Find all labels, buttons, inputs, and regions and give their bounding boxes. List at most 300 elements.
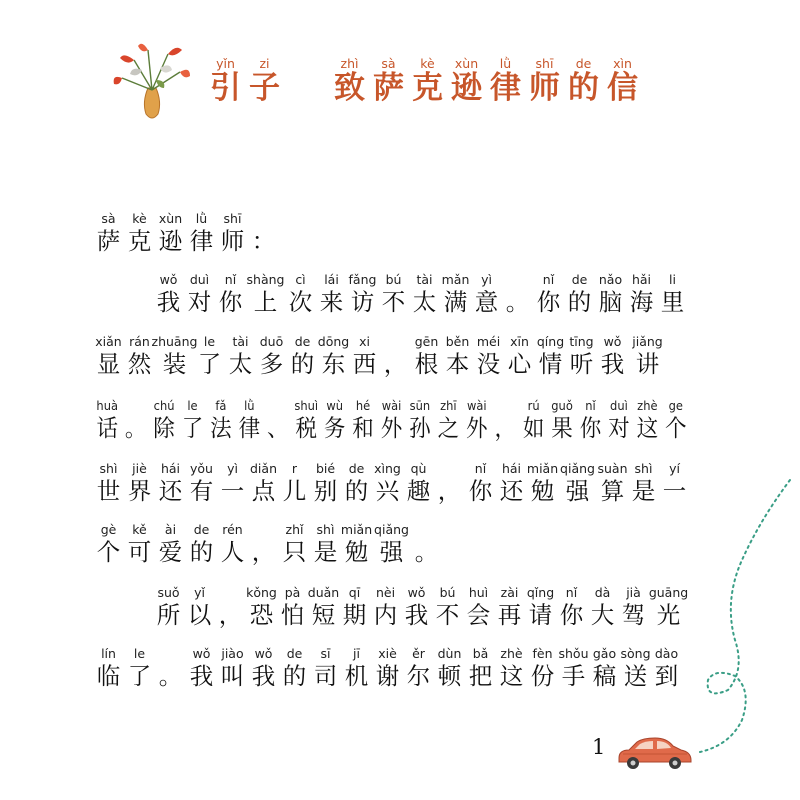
hanzi: 勉 [344, 538, 369, 566]
hanzi: 克 [412, 70, 443, 106]
ruby-character [215, 272, 246, 316]
flower-vase-illustration [112, 40, 192, 122]
pinyin: de [575, 56, 592, 71]
ruby-character [434, 398, 462, 442]
pinyin: xìng [374, 461, 401, 476]
hanzi: 了 [181, 414, 204, 442]
ruby-character [533, 272, 564, 316]
hanzi: 来 [319, 288, 344, 316]
pinyin: zhǐ [285, 522, 304, 537]
ruby-character [207, 398, 235, 442]
punctuation [248, 522, 279, 566]
pinyin: shuì [294, 398, 319, 413]
ruby-character [372, 522, 411, 566]
hanzi: 。 [414, 538, 439, 566]
ruby-character [595, 272, 626, 316]
hanzi: 可 [127, 538, 152, 566]
hanzi: 萨 [96, 227, 121, 255]
pinyin: dà [594, 585, 611, 600]
hanzi: 你 [536, 288, 561, 316]
hanzi: 。 [505, 288, 530, 316]
ruby-character [341, 522, 372, 566]
ruby-character [341, 646, 372, 690]
punctuation [155, 646, 186, 690]
ruby-character [194, 334, 225, 378]
ruby-character [564, 56, 603, 105]
hanzi: 个 [665, 414, 687, 442]
ruby-character [217, 522, 248, 566]
ruby-character [370, 585, 401, 629]
hanzi: 海 [629, 288, 654, 316]
hanzi: ： [251, 227, 276, 255]
hanzi: 你 [218, 288, 243, 316]
ruby-character [186, 522, 217, 566]
pinyin: chú [153, 398, 175, 413]
ruby-character [504, 334, 535, 378]
pinyin: dùn [437, 646, 462, 661]
hanzi: 信 [607, 70, 638, 106]
hanzi: 不 [381, 288, 406, 316]
pinyin: wǒ [159, 272, 178, 287]
hanzi: 机 [344, 662, 369, 690]
hanzi: 光 [656, 601, 681, 629]
ruby-character [411, 334, 442, 378]
punctuation [264, 398, 292, 442]
hanzi: 除 [153, 414, 175, 442]
ruby-character [372, 646, 403, 690]
ruby-character [525, 585, 556, 629]
ruby-character [471, 272, 502, 316]
pinyin: shàng [246, 272, 285, 287]
hanzi: 如 [522, 414, 545, 442]
ruby-character [206, 56, 245, 105]
hanzi: 。 [158, 662, 183, 690]
punctuation [411, 522, 442, 566]
ruby-character [155, 461, 186, 505]
hanzi: 是 [631, 477, 656, 505]
ruby-character [93, 211, 124, 255]
pinyin: yǐ [194, 585, 205, 600]
ruby-character [519, 398, 547, 442]
hanzi: 心 [507, 350, 532, 378]
text-line [153, 585, 688, 629]
hanzi: ， [383, 350, 408, 378]
pinyin: zhè [637, 398, 658, 413]
pinyin: gēn [414, 334, 439, 349]
pinyin: qǐng [526, 585, 555, 600]
pinyin: duì [610, 398, 628, 413]
ruby-character [349, 398, 377, 442]
pinyin: zi [259, 56, 270, 71]
ruby-character [369, 56, 408, 105]
pinyin: duǎn [307, 585, 340, 600]
punctuation [380, 334, 411, 378]
ruby-character [628, 334, 667, 378]
pinyin: duì [189, 272, 210, 287]
hanzi: 到 [654, 662, 679, 690]
pinyin: gǎo [592, 646, 617, 661]
ruby-character [657, 272, 688, 316]
pinyin: jiǎng [632, 334, 663, 349]
hanzi: 以 [187, 601, 212, 629]
pinyin: tài [416, 272, 433, 287]
hanzi: 听 [569, 350, 594, 378]
hanzi: 本 [445, 350, 470, 378]
ruby-character [597, 461, 628, 505]
ruby-character [556, 585, 587, 629]
hanzi: 克 [127, 227, 152, 255]
hanzi: 是 [313, 538, 338, 566]
hanzi: 趣 [406, 477, 431, 505]
pinyin: sà [101, 211, 116, 226]
ruby-character [341, 461, 372, 505]
ruby-character [349, 334, 380, 378]
hanzi: 期 [342, 601, 367, 629]
ruby-character [465, 646, 496, 690]
hanzi: 爱 [158, 538, 183, 566]
ruby-character [93, 646, 124, 690]
pinyin: guāng [648, 585, 689, 600]
pinyin: xùn [158, 211, 183, 226]
ruby-character [566, 334, 597, 378]
hanzi: 份 [530, 662, 555, 690]
ruby-character [432, 585, 463, 629]
hanzi: 外 [466, 414, 488, 442]
ruby-character [527, 461, 558, 505]
pinyin: shì [316, 522, 335, 537]
pinyin: lái [324, 272, 339, 287]
hanzi: ， [494, 414, 516, 442]
hanzi: 对 [608, 414, 630, 442]
pinyin: nǐ [542, 272, 555, 287]
pinyin: xi [359, 334, 370, 349]
text-line [93, 522, 442, 566]
ruby-character [372, 461, 403, 505]
hanzi: 大 [590, 601, 615, 629]
pinyin: xiǎn [95, 334, 122, 349]
pinyin: duō [259, 334, 284, 349]
ruby-character [558, 461, 597, 505]
hanzi: 上 [253, 288, 278, 316]
hanzi: 没 [476, 350, 501, 378]
hanzi: 你 [559, 601, 584, 629]
hanzi: 然 [127, 350, 152, 378]
pinyin: fǎ [215, 398, 227, 413]
hanzi: 根 [414, 350, 439, 378]
hanzi: 律 [189, 227, 214, 255]
hanzi: 勉 [530, 477, 555, 505]
ruby-character [246, 272, 285, 316]
pinyin: nǐ [585, 398, 596, 413]
pinyin: sūn [409, 398, 431, 413]
hanzi: 律 [490, 70, 521, 106]
punctuation [121, 398, 149, 442]
page-number: 1 [592, 735, 606, 759]
pinyin: de [286, 646, 303, 661]
hanzi: 务 [323, 414, 346, 442]
pinyin: de [348, 461, 365, 476]
hanzi: 。 [124, 414, 147, 442]
pinyin: nèi [375, 585, 396, 600]
ruby-character [603, 56, 642, 105]
pinyin: suàn [597, 461, 628, 476]
hanzi: 的 [568, 70, 599, 106]
hanzi: 送 [623, 662, 648, 690]
pinyin: lín [101, 646, 116, 661]
pinyin: miǎn [526, 461, 559, 476]
pinyin: ge [668, 398, 683, 413]
pinyin: hái [160, 461, 181, 476]
hanzi: 一 [220, 477, 245, 505]
hanzi: 太 [412, 288, 437, 316]
ruby-character [649, 585, 688, 629]
ruby-character [463, 398, 491, 442]
ruby-character [377, 398, 405, 442]
pinyin: diǎn [250, 461, 277, 476]
ruby-character [155, 522, 186, 566]
ruby-character [659, 461, 690, 505]
text-line [93, 334, 667, 378]
pinyin: huà [96, 398, 118, 413]
hanzi: 多 [259, 350, 284, 378]
hanzi: 逊 [158, 227, 183, 255]
hanzi: 别 [313, 477, 338, 505]
pinyin: le [203, 334, 216, 349]
hanzi: 只 [282, 538, 307, 566]
hanzi: 话 [96, 414, 118, 442]
pinyin: shī [223, 211, 242, 226]
hanzi: 顿 [437, 662, 462, 690]
pinyin: běn [445, 334, 470, 349]
ruby-character [378, 272, 409, 316]
hanzi: 强 [565, 477, 590, 505]
ruby-character [486, 56, 525, 105]
pinyin: dào [654, 646, 679, 661]
hanzi: 稿 [592, 662, 617, 690]
ruby-character [651, 646, 682, 690]
ruby-character [434, 646, 465, 690]
hanzi: 的 [567, 288, 592, 316]
pinyin: nǐ [565, 585, 578, 600]
ruby-character [527, 646, 558, 690]
punctuation [502, 272, 533, 316]
hanzi: 师 [529, 70, 560, 106]
ruby-character [320, 398, 348, 442]
pinyin: kǒng [246, 585, 277, 600]
ruby-character [403, 461, 434, 505]
ruby-character [597, 334, 628, 378]
ruby-character [287, 334, 318, 378]
hanzi: 、 [267, 414, 289, 442]
pinyin: suǒ [157, 585, 180, 600]
pinyin: rán [129, 334, 150, 349]
pinyin: huì [468, 585, 489, 600]
ruby-character [186, 646, 217, 690]
pinyin: sòng [620, 646, 651, 661]
pinyin: nǐ [224, 272, 237, 287]
pinyin: xiè [378, 646, 397, 661]
pinyin: qī [348, 585, 361, 600]
hanzi: 司 [313, 662, 338, 690]
hanzi: 我 [189, 662, 214, 690]
ruby-character [186, 461, 217, 505]
hanzi: 的 [189, 538, 214, 566]
pinyin: sī [320, 646, 331, 661]
hanzi: 会 [466, 601, 491, 629]
ruby-character [256, 334, 287, 378]
ruby-character [403, 646, 434, 690]
hanzi: 显 [96, 350, 121, 378]
pinyin: qíng [536, 334, 565, 349]
pinyin: fǎng [348, 272, 377, 287]
pinyin: zhì [340, 56, 359, 71]
ruby-character [277, 585, 308, 629]
ruby-character [93, 522, 124, 566]
hanzi: 叫 [220, 662, 245, 690]
pinyin: de [571, 272, 588, 287]
pinyin: jī [353, 646, 360, 661]
hanzi: 短 [311, 601, 336, 629]
hanzi: 引 [210, 70, 241, 106]
hanzi: 之 [437, 414, 460, 442]
text-line [93, 211, 279, 255]
pinyin: shì [634, 461, 653, 476]
text-line [93, 398, 690, 442]
hanzi: 致 [334, 70, 365, 106]
pinyin: cì [295, 272, 306, 287]
pinyin: yí [669, 461, 680, 476]
hanzi: 装 [162, 350, 187, 378]
hanzi: 点 [251, 477, 276, 505]
ruby-character [153, 585, 184, 629]
ruby-character [628, 461, 659, 505]
title-prefix [206, 56, 284, 105]
ruby-character [558, 646, 589, 690]
ruby-character [184, 272, 215, 316]
ruby-character [248, 646, 279, 690]
pinyin: de [193, 522, 210, 537]
ruby-character [465, 461, 496, 505]
ruby-character [279, 461, 310, 505]
hanzi: 请 [528, 601, 553, 629]
pinyin: pà [284, 585, 301, 600]
hanzi: 手 [561, 662, 586, 690]
hanzi: 法 [210, 414, 232, 442]
hanzi: 里 [660, 288, 685, 316]
pinyin: le [133, 646, 146, 661]
pinyin: zhuāng [151, 334, 198, 349]
hanzi: 的 [344, 477, 369, 505]
ruby-character [279, 646, 310, 690]
ruby-character [151, 334, 198, 378]
chapter-title [206, 56, 642, 105]
hanzi: 次 [288, 288, 313, 316]
pinyin: li [669, 272, 676, 287]
text-line [153, 272, 688, 316]
hanzi: 把 [468, 662, 493, 690]
ruby-character [124, 334, 155, 378]
pinyin: méi [476, 334, 501, 349]
hanzi: 你 [468, 477, 493, 505]
hanzi: 这 [636, 414, 659, 442]
ruby-character [463, 585, 494, 629]
hanzi: 萨 [373, 70, 404, 106]
pinyin: wǒ [407, 585, 426, 600]
pinyin: wài [381, 398, 402, 413]
hanzi: 你 [579, 414, 602, 442]
pinyin: lǜ [499, 56, 512, 71]
pinyin: tài [232, 334, 249, 349]
ruby-character [401, 585, 432, 629]
pinyin: hái [501, 461, 522, 476]
pinyin: hé [355, 398, 371, 413]
ruby-character [318, 334, 349, 378]
ruby-character [496, 461, 527, 505]
ruby-character [310, 461, 341, 505]
hanzi: 恐 [249, 601, 274, 629]
ruby-character [217, 461, 248, 505]
ruby-character [124, 461, 155, 505]
ruby-character [124, 646, 155, 690]
pinyin: nǐ [474, 461, 487, 476]
ruby-character [178, 398, 206, 442]
ruby-character [93, 334, 124, 378]
ruby-character [473, 334, 504, 378]
hanzi: 谢 [375, 662, 400, 690]
hanzi: 东 [321, 350, 346, 378]
ruby-character [564, 272, 595, 316]
ruby-character [339, 585, 370, 629]
pinyin: dōng [317, 334, 350, 349]
hanzi: 访 [350, 288, 375, 316]
hanzi: 孙 [409, 414, 431, 442]
pinyin: xùn [454, 56, 479, 71]
hanzi: 果 [551, 414, 573, 442]
hanzi: 世 [96, 477, 121, 505]
hanzi: 意 [474, 288, 499, 316]
pinyin: ěr [412, 646, 425, 661]
pinyin: xīn [510, 334, 529, 349]
pinyin: wài [466, 398, 487, 413]
pinyin: yì [481, 272, 492, 287]
pinyin: xìn [613, 56, 632, 71]
hanzi: 临 [96, 662, 121, 690]
hanzi: 律 [238, 414, 261, 442]
hanzi: 尔 [406, 662, 431, 690]
hanzi: 税 [295, 414, 317, 442]
hanzi: 个 [96, 538, 121, 566]
ruby-character [248, 461, 279, 505]
ruby-character [292, 398, 320, 442]
car-illustration [615, 732, 693, 772]
pinyin: miǎn [340, 522, 373, 537]
ruby-character [124, 522, 155, 566]
pinyin: bié [315, 461, 336, 476]
pinyin: wǒ [603, 334, 622, 349]
ruby-character [626, 272, 657, 316]
pinyin: jià [626, 585, 641, 600]
pinyin: bú [385, 272, 402, 287]
ruby-character [548, 398, 576, 442]
ruby-character [409, 272, 440, 316]
text-line [93, 646, 682, 690]
hanzi: 驾 [621, 601, 646, 629]
hanzi: 我 [600, 350, 625, 378]
hanzi: 我 [404, 601, 429, 629]
pinyin: ài [164, 522, 177, 537]
pinyin: mǎn [441, 272, 470, 287]
hanzi: 所 [156, 601, 181, 629]
